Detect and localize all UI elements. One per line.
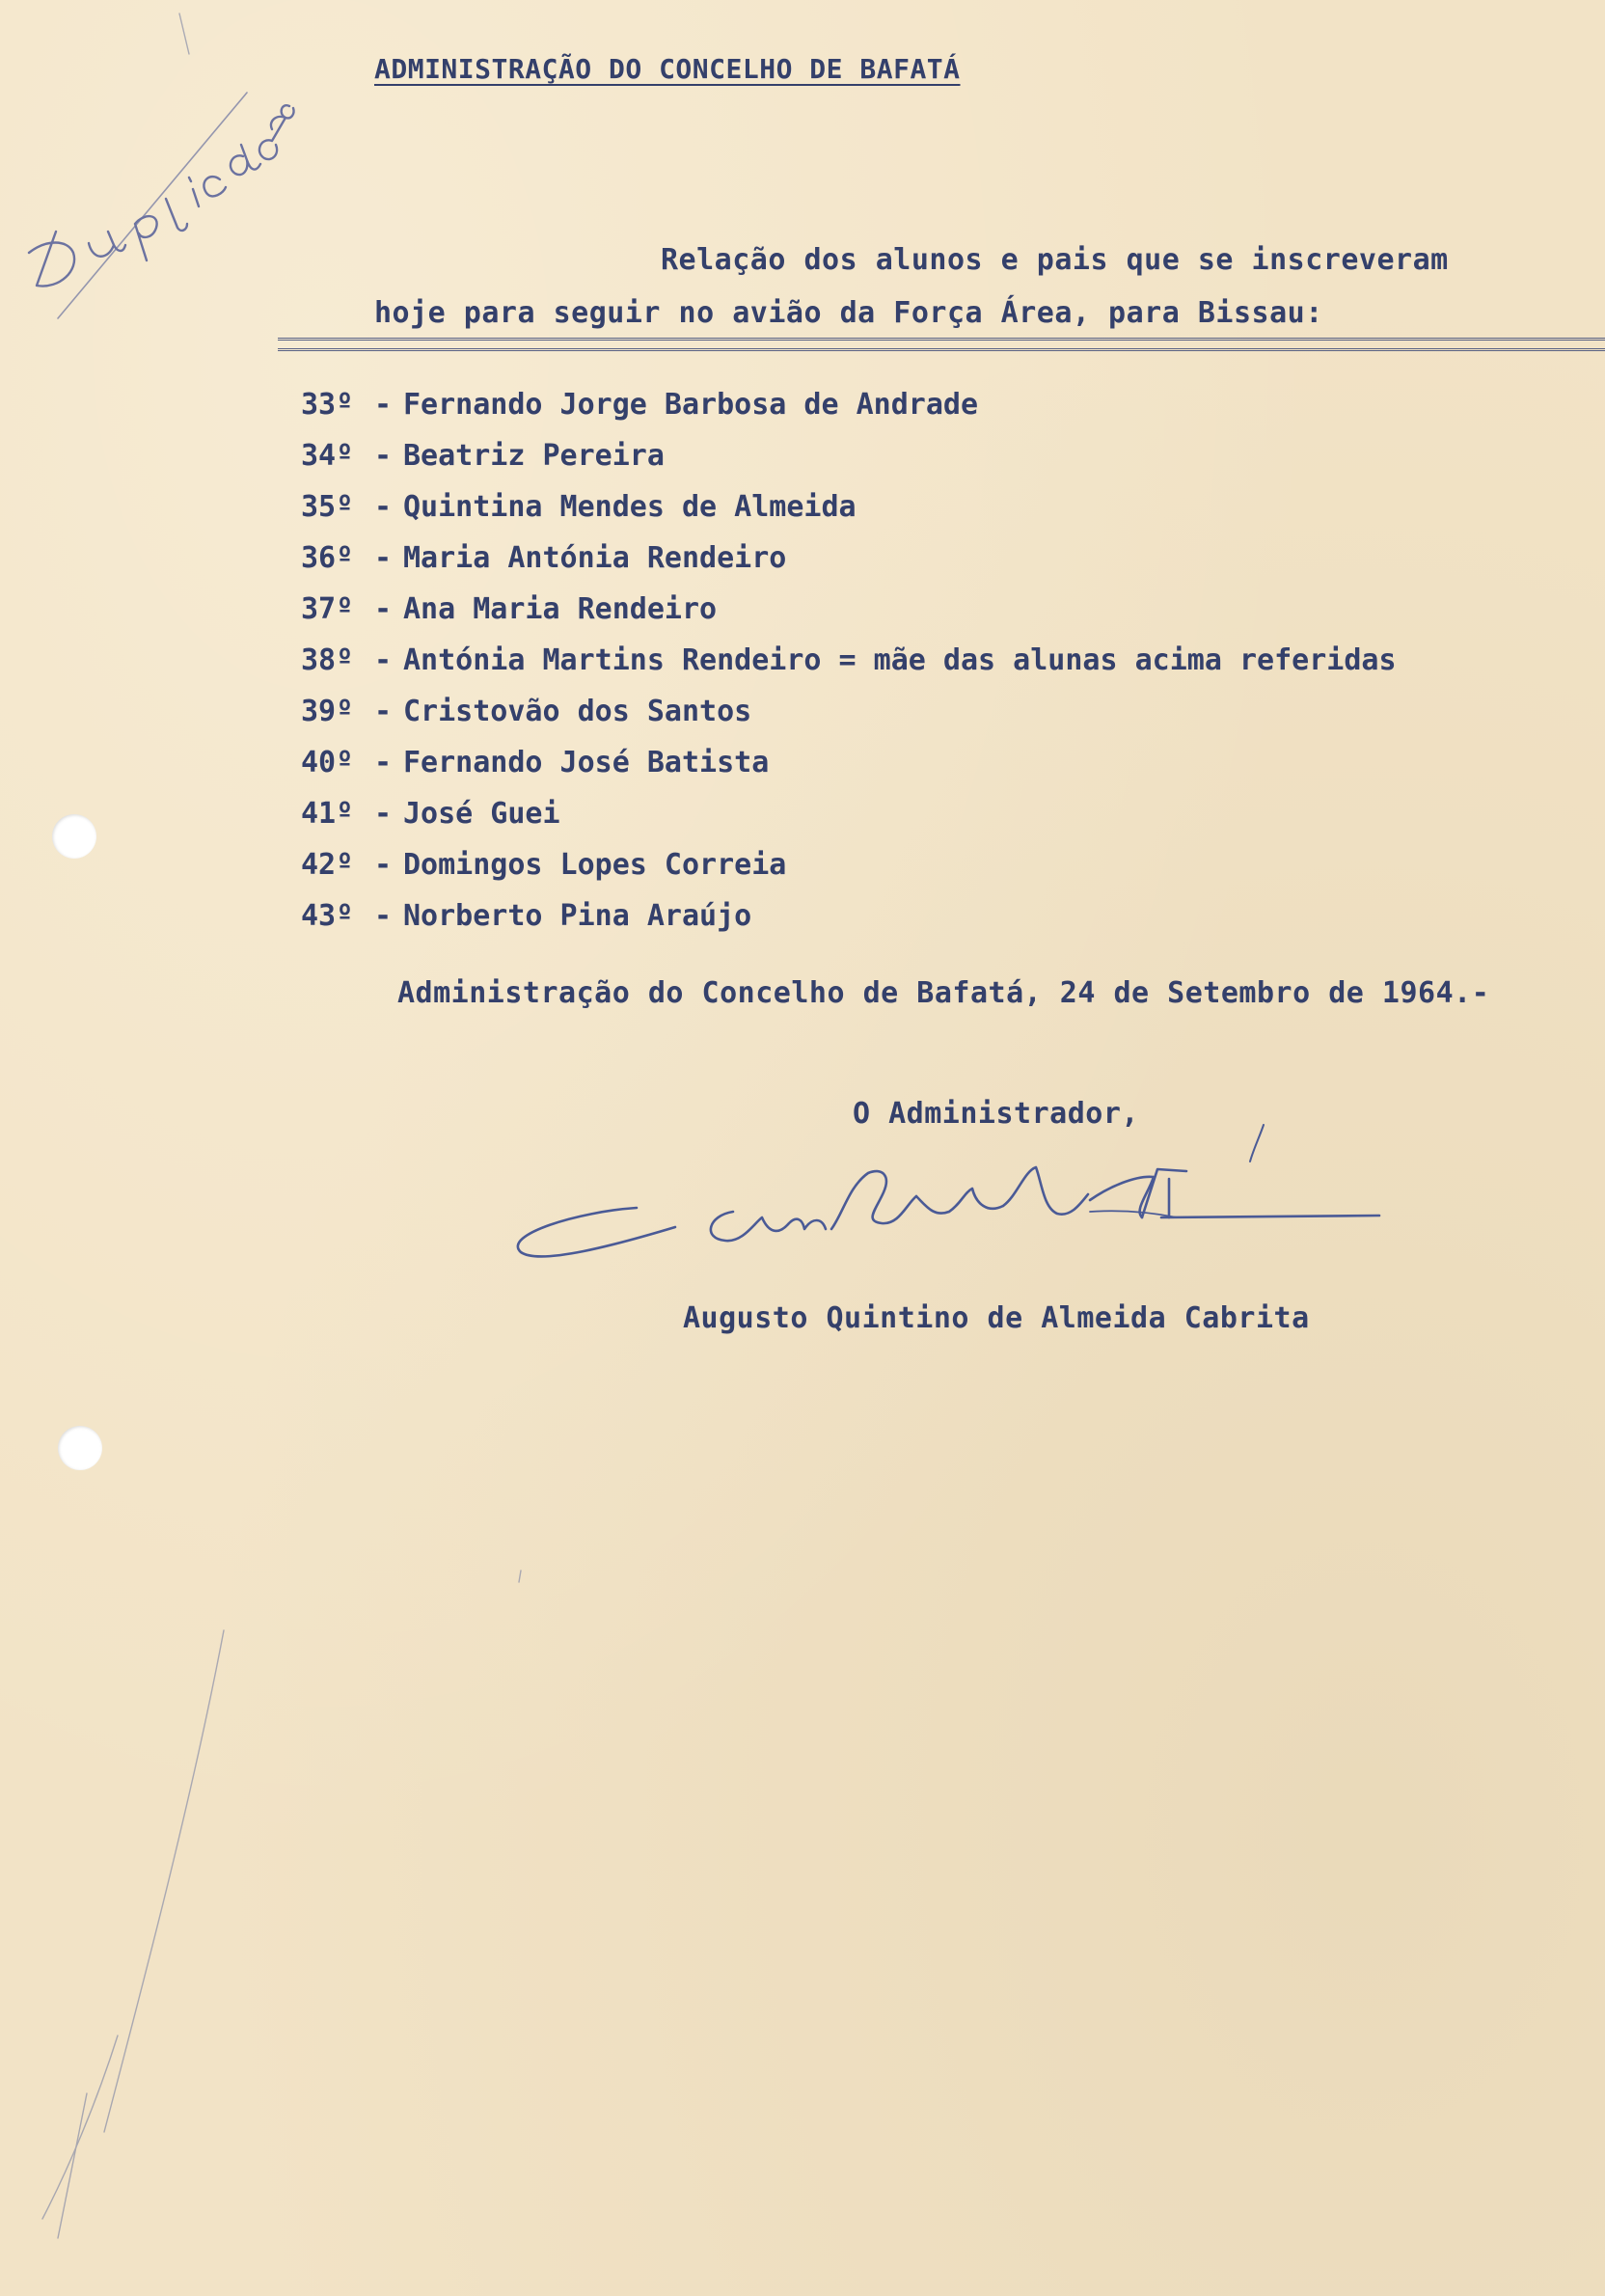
entry-dash: - <box>373 746 393 779</box>
list-item <box>301 839 1397 890</box>
entry-dash: - <box>373 848 393 882</box>
punch-hole-bottom <box>58 1426 102 1470</box>
signoff-line: O Administrador, <box>853 1097 1139 1131</box>
entry-dash: - <box>373 899 393 933</box>
entry-name: Fernando José Batista <box>403 746 770 779</box>
entry-name: Quintina Mendes de Almeida <box>403 490 857 524</box>
entry-dash: - <box>373 797 393 831</box>
entry-number: 37º <box>301 592 354 626</box>
intro-line-1: Relação dos alunos e pais que se inscreveram <box>661 243 1449 277</box>
administrator-signature <box>518 1125 1379 1256</box>
entry-dash: - <box>373 439 393 473</box>
entry-dash: - <box>373 490 393 524</box>
entry-dash: - <box>373 592 393 626</box>
list-item <box>301 430 1397 481</box>
entry-number: 40º <box>301 746 354 779</box>
entry-name: Cristovão dos Santos <box>403 695 752 728</box>
enrolment-list <box>301 379 1397 942</box>
entry-name: Fernando Jorge Barbosa de Andrade <box>403 388 979 422</box>
entry-dash: - <box>373 388 393 422</box>
list-item <box>301 737 1397 788</box>
entry-dash: - <box>373 541 393 575</box>
punch-hole-top <box>52 814 96 859</box>
signer-name: Augusto Quintino de Almeida Cabrita <box>683 1301 1310 1335</box>
intro-line-2: hoje para seguir no avião da Força Área, para Bissau: <box>374 296 1323 330</box>
list-item <box>301 584 1397 635</box>
entry-number: 39º <box>301 695 354 728</box>
list-item <box>301 635 1397 686</box>
entry-number: 41º <box>301 797 354 831</box>
list-item <box>301 533 1397 584</box>
date-line: Administração do Concelho de Bafatá, 24 de Setembro de 1964.- <box>397 976 1490 1010</box>
entry-number: 35º <box>301 490 354 524</box>
entry-name: Domingos Lopes Correia <box>403 848 787 882</box>
separator-rule <box>278 338 1605 351</box>
list-item <box>301 890 1397 942</box>
entry-number: 38º <box>301 643 354 677</box>
list-item <box>301 379 1397 430</box>
entry-dash: - <box>373 695 393 728</box>
list-item <box>301 686 1397 737</box>
entry-name: José Guei <box>403 797 560 831</box>
entry-number: 42º <box>301 848 354 882</box>
list-item <box>301 788 1397 839</box>
entry-name: Antónia Martins Rendeiro = mãe das alunas acima referidas <box>403 643 1397 677</box>
list-item <box>301 481 1397 533</box>
entry-name: Beatriz Pereira <box>403 439 665 473</box>
entry-name: Norberto Pina Araújo <box>403 899 752 933</box>
entry-name: Maria Antónia Rendeiro <box>403 541 787 575</box>
entry-dash: - <box>373 643 393 677</box>
document-header-title: ADMINISTRAÇÃO DO CONCELHO DE BAFATÁ <box>374 53 961 85</box>
entry-number: 36º <box>301 541 354 575</box>
duplicado-handwritten-note <box>29 93 294 318</box>
entry-number: 34º <box>301 439 354 473</box>
entry-name: Ana Maria Rendeiro <box>403 592 718 626</box>
entry-number: 43º <box>301 899 354 933</box>
entry-number: 33º <box>301 388 354 422</box>
